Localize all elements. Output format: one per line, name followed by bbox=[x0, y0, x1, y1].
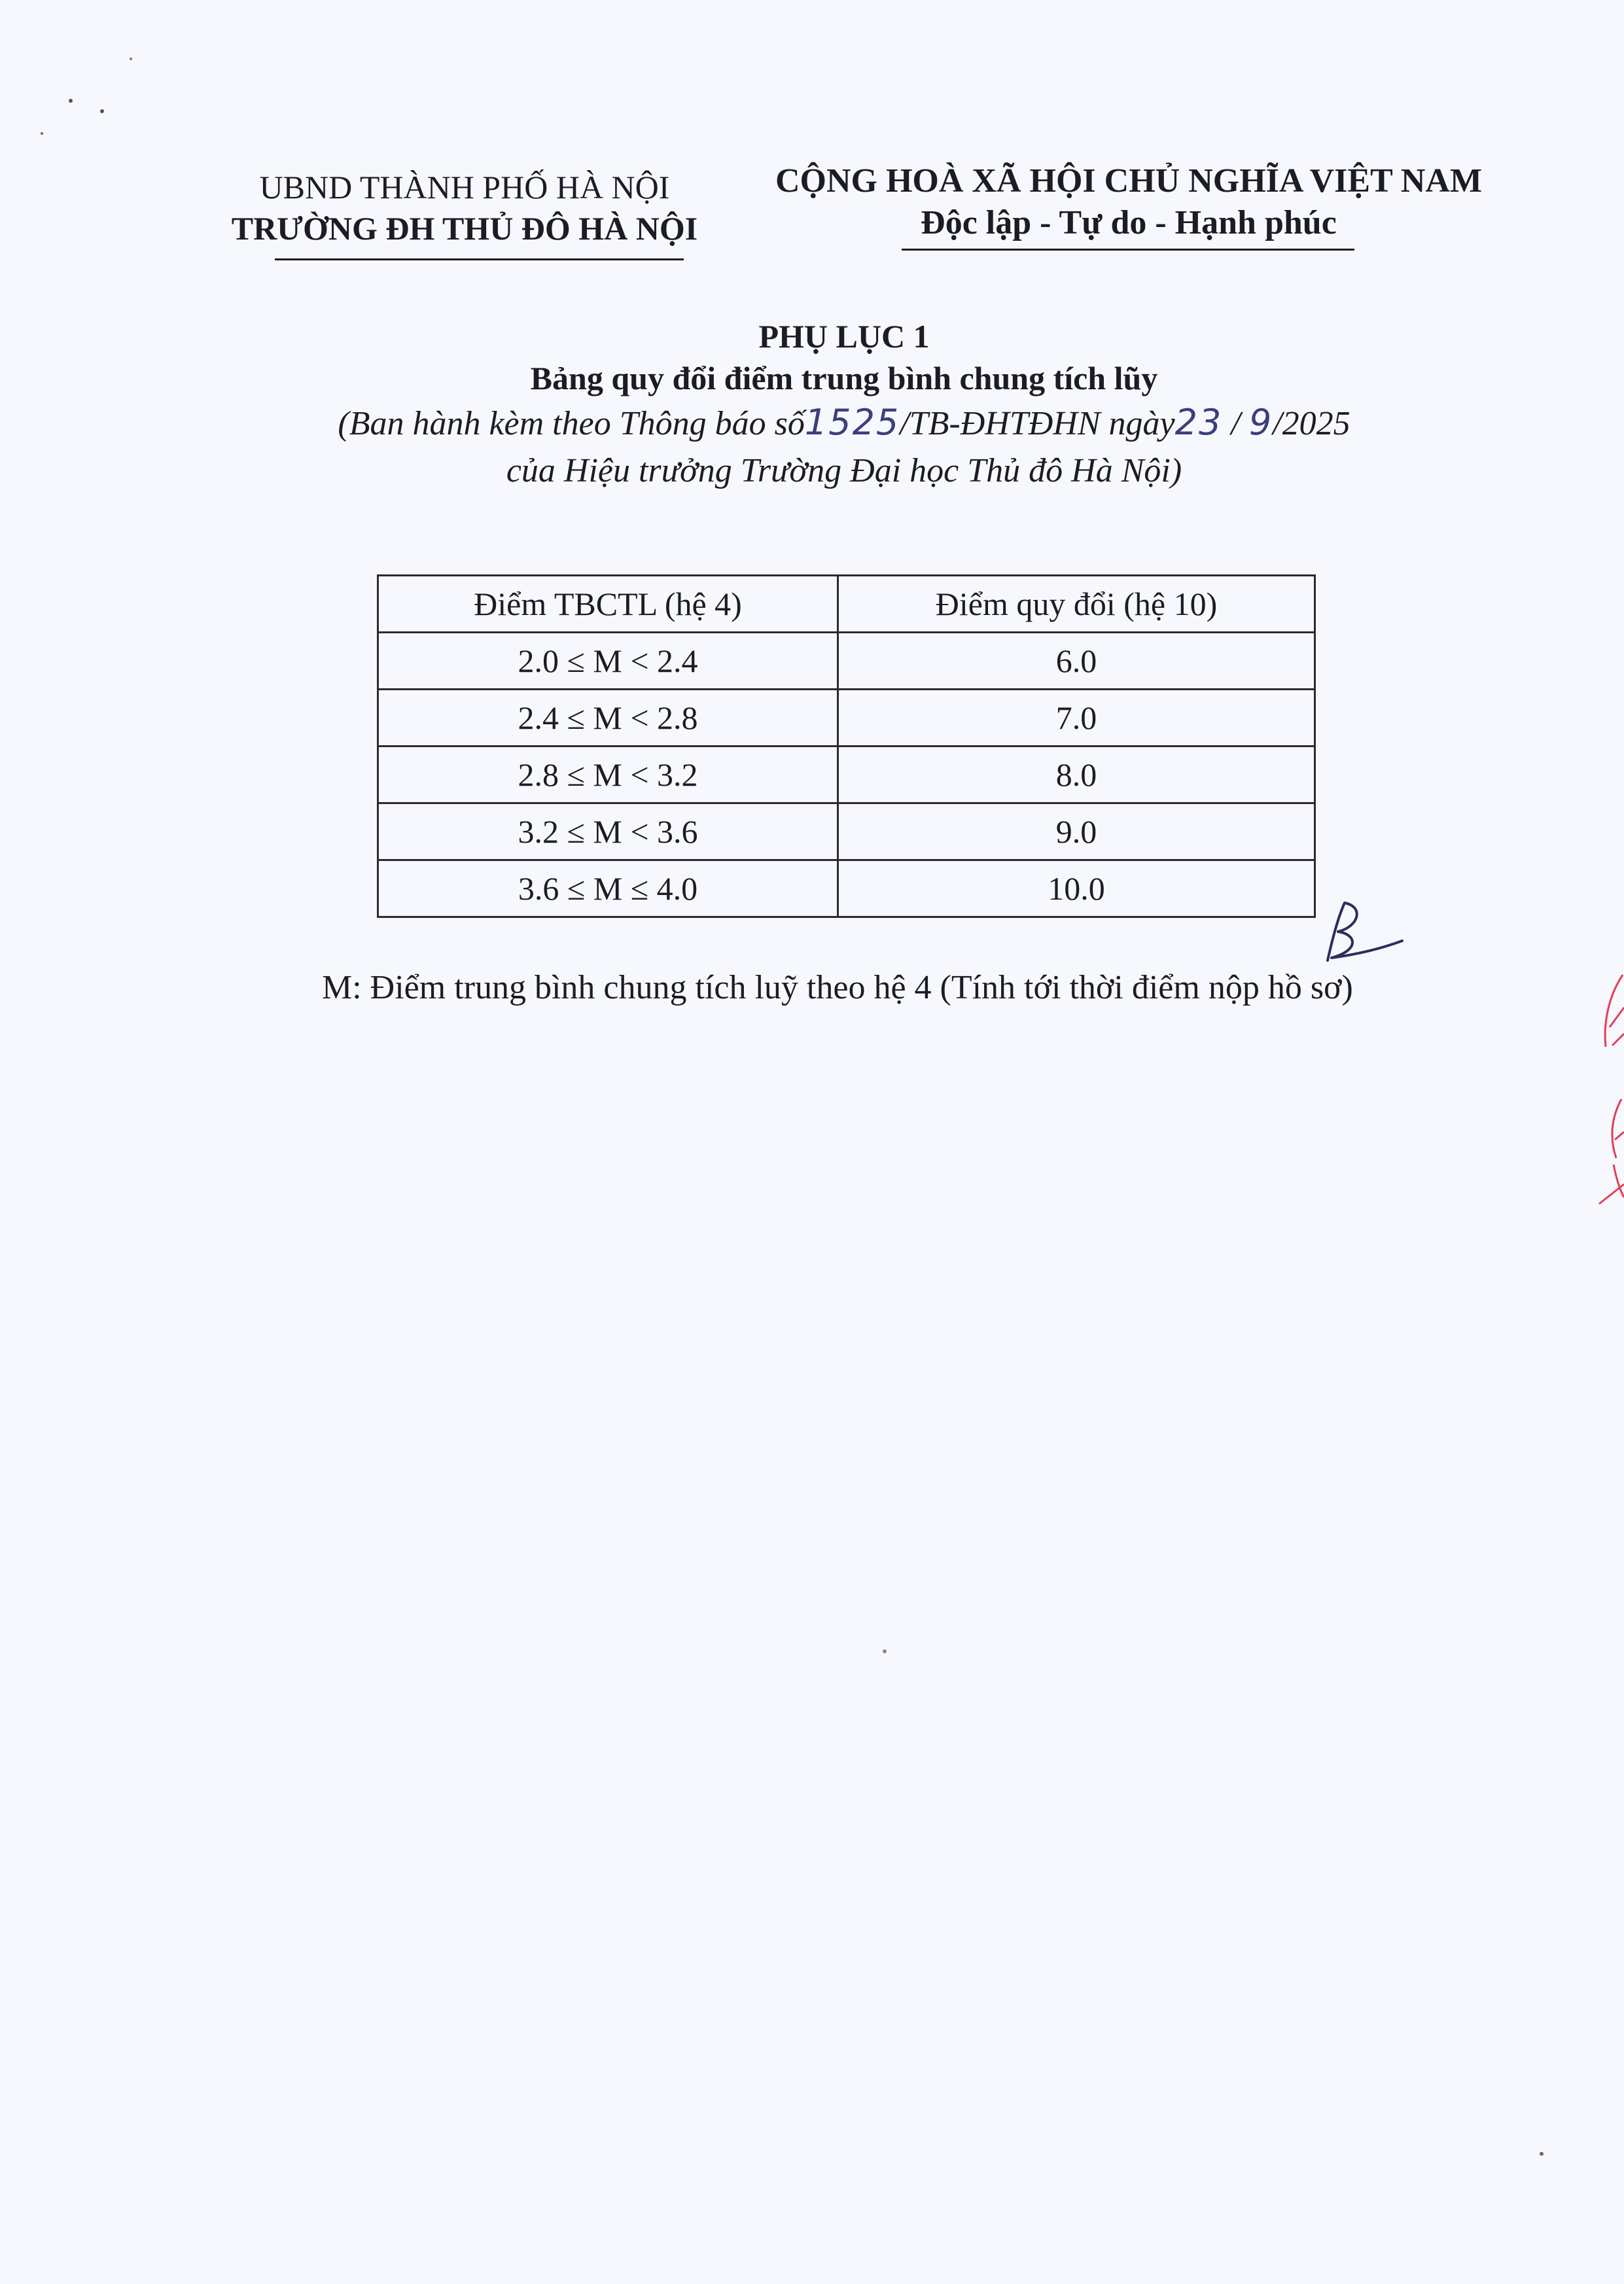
date-separator: / bbox=[1222, 405, 1249, 442]
issued-line-2: của Hiệu trưởng Trường Đại học Thủ đô Hà Nội) bbox=[506, 452, 1182, 489]
header-converted10: Điểm quy đổi (hệ 10) bbox=[838, 576, 1315, 633]
issuer-school: TRƯỜNG ĐH THỦ ĐÔ HÀ NỘI bbox=[231, 210, 698, 247]
national-title: CỘNG HOÀ XÃ HỘI CHỦ NGHĨA VIỆT NAM bbox=[775, 162, 1483, 200]
header-gpa4: Điểm TBCTL (hệ 4) bbox=[378, 576, 838, 633]
issued-year: /2025 bbox=[1273, 405, 1350, 442]
issuer-authority: UBND THÀNH PHỐ HÀ NỘI bbox=[259, 169, 670, 205]
appendix-title: PHỤ LỤC 1 bbox=[758, 318, 930, 355]
issued-middle: /TB-ĐHTĐHN ngày bbox=[900, 405, 1175, 442]
cell-range: 2.0 ≤ M < 2.4 bbox=[378, 633, 838, 690]
handwritten-month: 9 bbox=[1248, 402, 1273, 443]
cell-score: 8.0 bbox=[838, 747, 1315, 803]
cell-range: 3.6 ≤ M ≤ 4.0 bbox=[378, 860, 838, 917]
cell-score: 6.0 bbox=[838, 633, 1315, 690]
handwritten-day: 23 bbox=[1174, 402, 1223, 443]
cell-range: 2.4 ≤ M < 2.8 bbox=[378, 690, 838, 747]
table-subtitle: Bảng quy đổi điểm trung bình chung tích lũy bbox=[530, 360, 1158, 396]
cell-score: 10.0 bbox=[838, 860, 1315, 917]
cell-range: 2.8 ≤ M < 3.2 bbox=[378, 747, 838, 803]
national-motto: Độc lập - Tự do - Hạnh phúc bbox=[921, 204, 1337, 241]
footnote: M: Điểm trung bình chung tích luỹ theo hệ 4 (Tính tới thời điểm nộp hồ sơ) bbox=[322, 969, 1353, 1006]
issued-prefix: (Ban hành kèm theo Thông báo số bbox=[338, 405, 805, 442]
cell-score: 9.0 bbox=[838, 803, 1315, 860]
cell-range: 3.2 ≤ M < 3.6 bbox=[378, 803, 838, 860]
cell-score: 7.0 bbox=[838, 690, 1315, 747]
handwritten-notice-number: 1525 bbox=[804, 402, 900, 443]
